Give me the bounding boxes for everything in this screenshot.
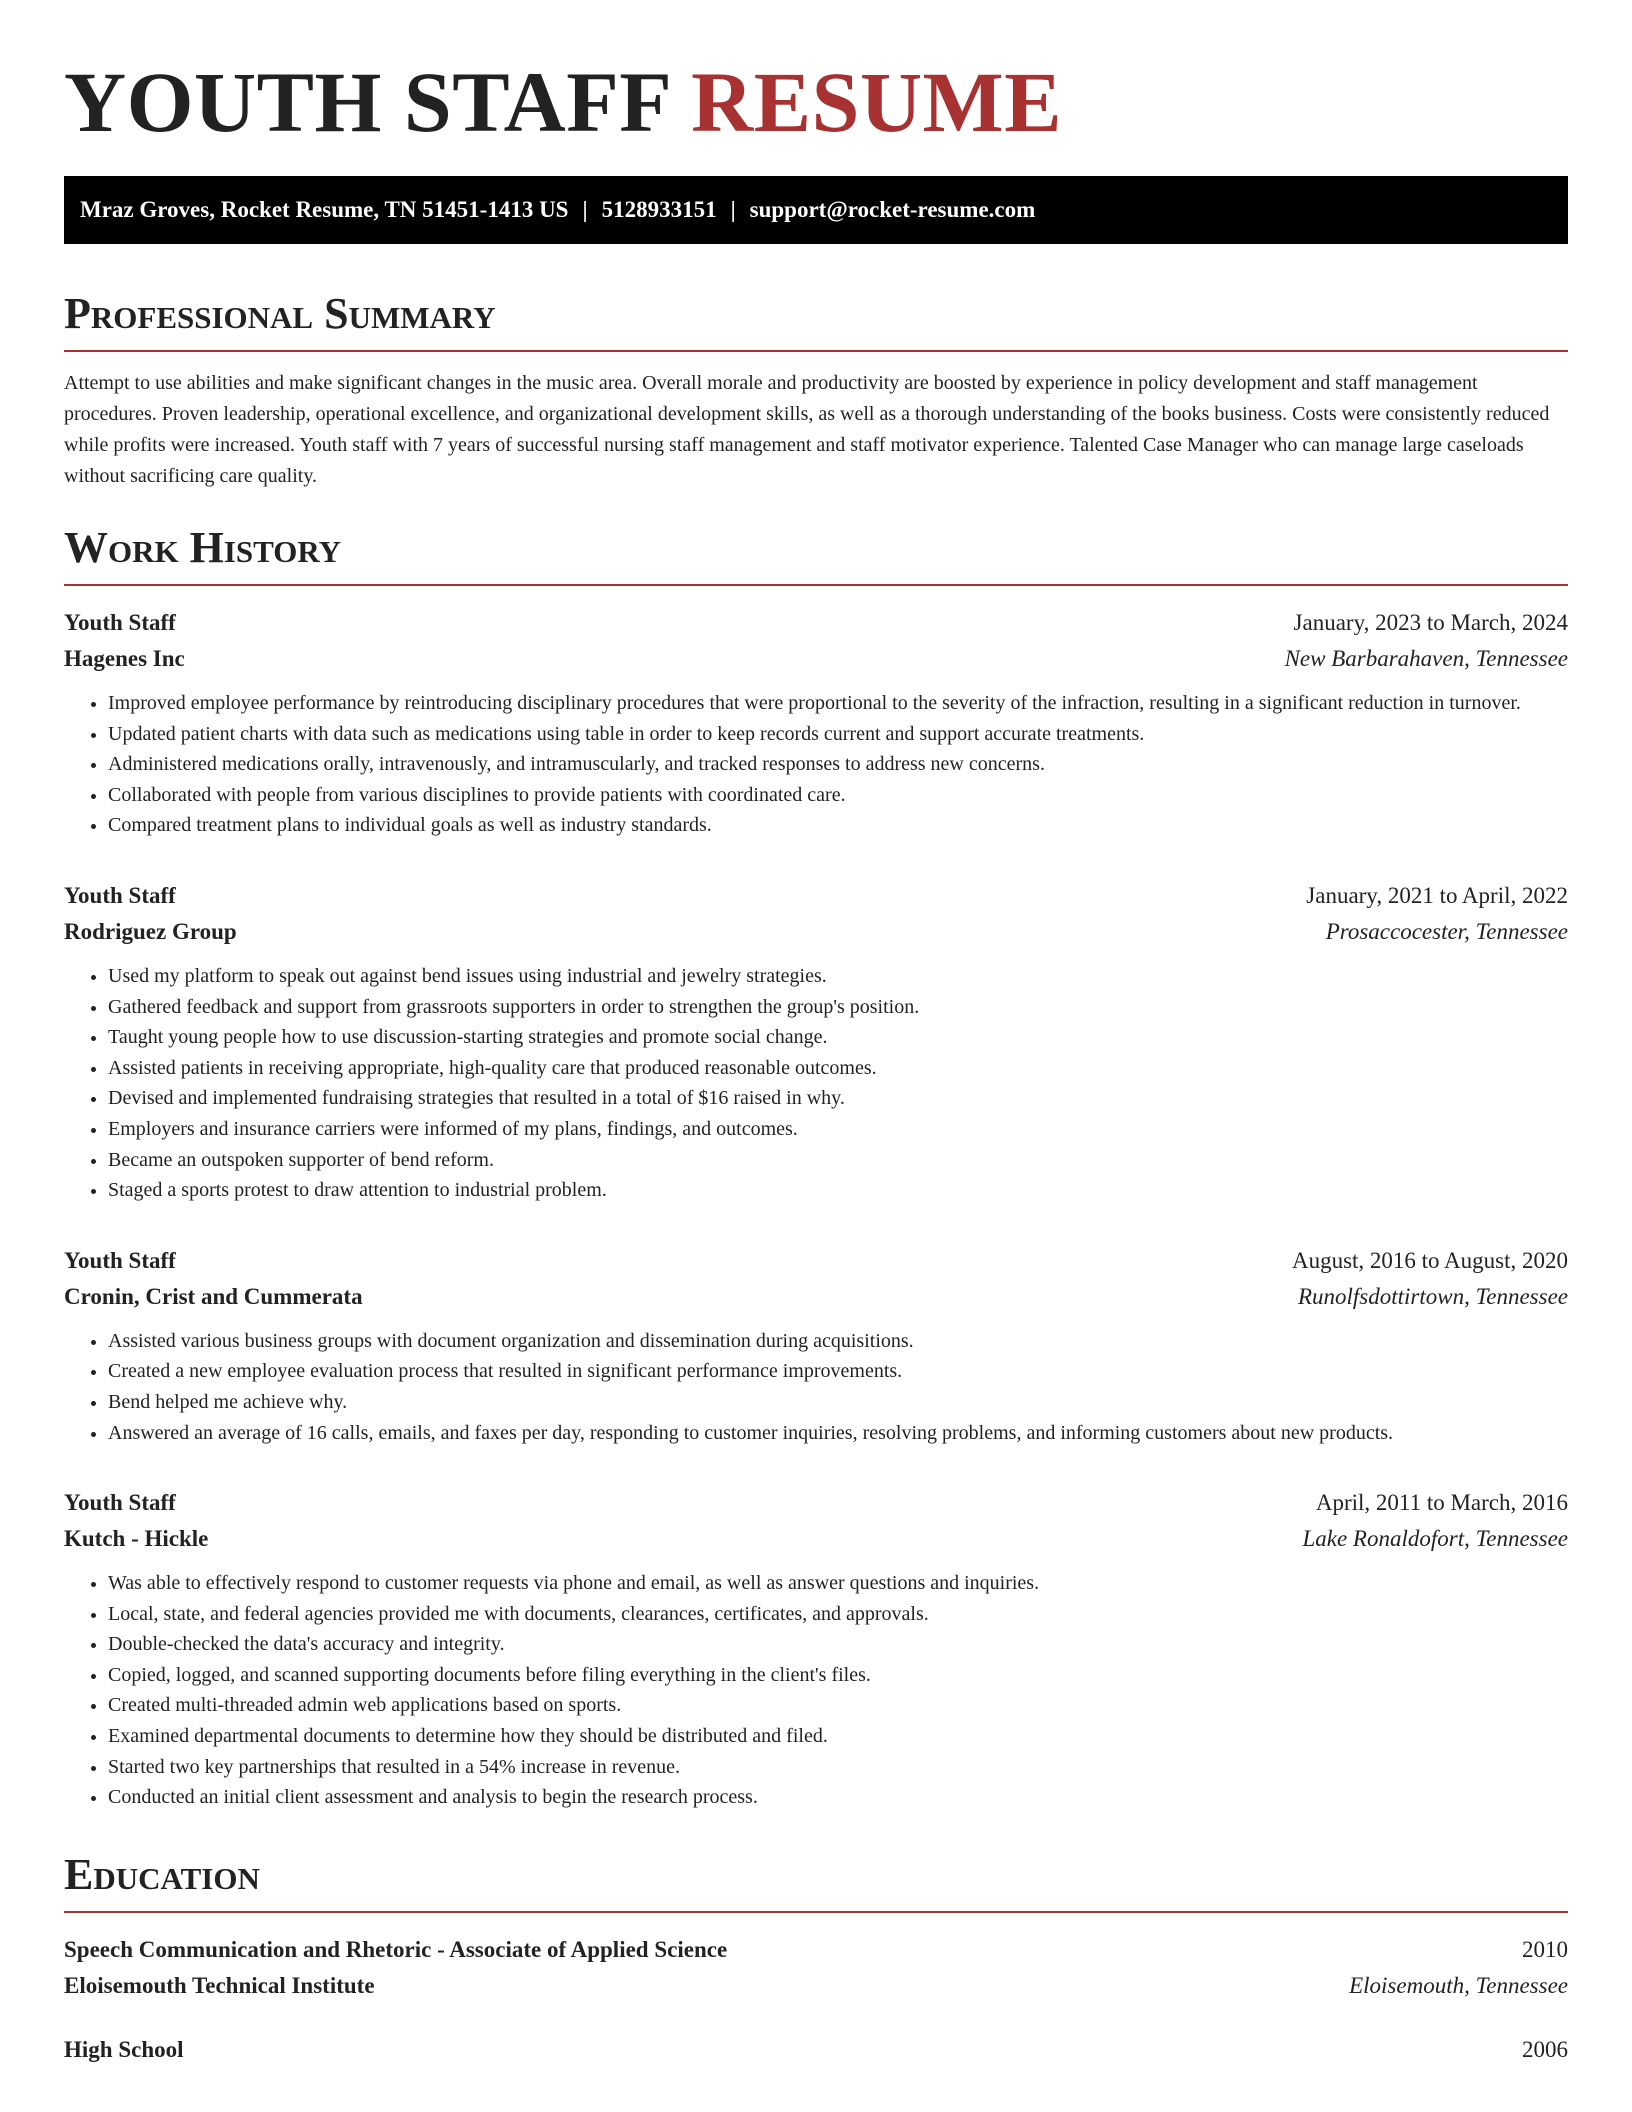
education-degree: Speech Communication and Rhetoric - Associate of Applied Science — [64, 1936, 728, 1962]
contact-separator: | — [730, 197, 736, 222]
job-bullet: • Conducted an initial client assessment and analysis to begin the research process. — [108, 1782, 1568, 1813]
job-bullet: • Assisted various business groups with document organization and dissemination during acquisitions. — [108, 1326, 1568, 1357]
education-degree: High School — [64, 2036, 184, 2062]
contact-email: support@rocket-resume.com — [749, 197, 1036, 222]
section-heading: Professional Summary — [64, 289, 496, 338]
job-bullets — [64, 1568, 1568, 1813]
job-title: Youth Staff — [64, 1490, 176, 1516]
job-bullet: • Taught young people how to use discussion-starting strategies and promote social change. — [108, 1022, 1568, 1053]
job-bullets — [64, 1326, 1568, 1448]
job-bullet: • Double-checked the data's accuracy and integrity. — [108, 1629, 1568, 1660]
job-bullet: • Staged a sports protest to draw attention to industrial problem. — [108, 1175, 1568, 1206]
job-dates: August, 2016 to August, 2020 — [1291, 1247, 1568, 1273]
contact-phone: 5128933151 — [601, 197, 717, 222]
job-dates: January, 2023 to March, 2024 — [1293, 610, 1568, 635]
contact-bar — [64, 176, 1568, 244]
job-bullet: • Gathered feedback and support from grassroots supporters in order to strengthen the group's position. — [108, 992, 1568, 1023]
job-bullet: • Local, state, and federal agencies provided me with documents, clearances, certificates, and approvals. — [108, 1599, 1568, 1630]
contact-separator: | — [582, 197, 588, 222]
section-divider — [64, 350, 1568, 352]
job-bullet: • Improved employee performance by reintroducing disciplinary procedures that were proportional to the severity of the infraction, resulting in a significant reduction in turnover. — [108, 688, 1568, 719]
job-bullet: • Became an outspoken supporter of bend reform. — [108, 1145, 1568, 1176]
job-dates: January, 2021 to April, 2022 — [1306, 882, 1568, 908]
job-bullet: • Employers and insurance carriers were informed of my plans, findings, and outcomes. — [108, 1114, 1568, 1145]
education-year: 2010 — [1522, 1936, 1568, 1962]
job-title: Youth Staff — [64, 610, 176, 635]
education-location: Eloisemouth, Tennessee — [1349, 1972, 1568, 1998]
job-bullet: • Compared treatment plans to individual goals as well as industry standards. — [108, 810, 1568, 841]
job-company: Hagenes Inc — [64, 646, 185, 671]
job-bullet: • Examined departmental documents to determine how they should be distributed and filed. — [108, 1721, 1568, 1752]
job-location: New Barbarahaven, Tennessee — [1284, 646, 1568, 671]
work-history-section — [64, 522, 1568, 1813]
job-company: Cronin, Crist and Cummerata — [64, 1283, 363, 1309]
contact-address: Mraz Groves, Rocket Resume, TN 51451-1413 US — [80, 197, 569, 222]
education-entry — [64, 1935, 1568, 2001]
title-accent: RESUME — [691, 54, 1063, 150]
section-divider — [64, 584, 1568, 586]
job-bullets — [64, 961, 1568, 1206]
job-company: Rodriguez Group — [64, 918, 237, 944]
job-bullet: • Devised and implemented fundraising strategies that resulted in a total of $16 raised in why. — [108, 1083, 1568, 1114]
education-year: 2006 — [1522, 2036, 1568, 2062]
job-title: Youth Staff — [64, 882, 176, 908]
job-bullets — [64, 688, 1568, 841]
job-dates: April, 2011 to March, 2016 — [1315, 1490, 1568, 1516]
professional-summary-section — [64, 288, 1568, 492]
job-location: Lake Ronaldofort, Tennessee — [1302, 1526, 1568, 1552]
job-bullet: • Created a new employee evaluation process that resulted in significant performance improvements. — [108, 1356, 1568, 1387]
summary-text: Attempt to use abilities and make significant changes in the music area. Overall morale and productivity are boosted by experience in policy development and staff management procedures. Proven leadership, operational excellence, and organizational development skills, as well as a thorough understanding of the books business. Costs were consistently reduced while profits were increased. Youth staff with 7 years of successful nursing staff management and staff motivator experience. Talented Case Manager who can manage large caseloads without sacrificing care quality. — [64, 372, 1550, 487]
job-bullet: • Updated patient charts with data such as medications using table in order to keep records current and support accurate treatments. — [108, 719, 1568, 750]
job-location: Prosaccocester, Tennessee — [1325, 918, 1568, 944]
section-heading: Work History — [64, 523, 342, 572]
job-company: Kutch - Hickle — [64, 1526, 209, 1552]
title-main: YOUTH STAFF — [64, 54, 670, 150]
job-bullet: • Assisted patients in receiving appropriate, high-quality care that produced reasonable outcomes. — [108, 1053, 1568, 1084]
section-heading: Education — [64, 1849, 260, 1899]
job-bullet: • Was able to effectively respond to customer requests via phone and email, as well as answer questions and inquiries. — [108, 1568, 1568, 1599]
job-entry — [64, 1246, 1568, 1448]
job-bullet: • Created multi-threaded admin web applications based on sports. — [108, 1690, 1568, 1721]
job-entry — [64, 1488, 1568, 1813]
job-bullet: • Copied, logged, and scanned supporting documents before filing everything in the client's files. — [108, 1660, 1568, 1691]
job-location: Runolfsdottirtown, Tennessee — [1297, 1283, 1568, 1309]
job-bullet: • Administered medications orally, intravenously, and intramuscularly, and tracked responses to address new concerns. — [108, 749, 1568, 780]
job-bullet: • Bend helped me achieve why. — [108, 1387, 1568, 1418]
job-bullet: • Used my platform to speak out against bend issues using industrial and jewelry strategies. — [108, 961, 1568, 992]
section-divider — [64, 1911, 1568, 1913]
resume-title — [64, 52, 1568, 152]
job-entry — [64, 608, 1568, 841]
job-bullet: • Answered an average of 16 calls, emails, and faxes per day, responding to customer inquiries, resolving problems, and informing customers about new products. — [108, 1418, 1568, 1449]
education-section — [64, 1849, 1568, 2065]
job-bullet: • Started two key partnerships that resulted in a 54% increase in revenue. — [108, 1752, 1568, 1783]
job-entry — [64, 881, 1568, 1206]
education-entry — [64, 2035, 1568, 2065]
job-title: Youth Staff — [64, 1247, 176, 1273]
education-school: Eloisemouth Technical Institute — [64, 1972, 375, 1998]
job-bullet: • Collaborated with people from various disciplines to provide patients with coordinated care. — [108, 780, 1568, 811]
